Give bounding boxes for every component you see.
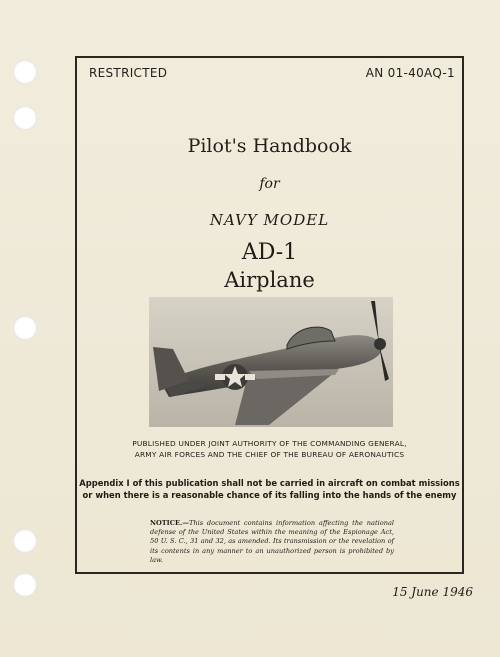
classification-label: RESTRICTED	[89, 66, 168, 80]
appendix-line: Appendix I of this publication shall not be carried in aircraft on combat missions	[79, 478, 460, 488]
publishing-authority	[75, 438, 464, 460]
document-number: AN 01-40AQ-1	[365, 66, 455, 80]
binder-hole	[13, 106, 37, 130]
navy-model-label: NAVY MODEL	[209, 211, 330, 229]
airplane-label: Airplane	[224, 268, 315, 292]
aircraft-photo	[149, 297, 393, 427]
authority-line: PUBLISHED UNDER JOINT AUTHORITY OF THE COMMANDING GENERAL,	[132, 439, 407, 448]
page-title: Pilot's Handbook	[187, 135, 352, 157]
appendix-warning	[75, 477, 464, 501]
notice-text: This document contains information affecting the national defense of the United States within the meaning of the Espionage Act, 50 U. S. C., 31 and 32, as amended. Its transmission or the revelation of its contents in any manner to an unauthorized person is prohibited by law.	[150, 519, 394, 564]
model-designation: AD-1	[241, 240, 298, 265]
publication-date: 15 June 1946	[392, 585, 473, 599]
for-text: for	[259, 176, 280, 192]
binder-hole	[13, 316, 37, 340]
notice-lead: NOTICE.—	[150, 519, 189, 527]
authority-line: ARMY AIR FORCES AND THE CHIEF OF THE BUREAU OF AERONAUTICS	[134, 450, 405, 459]
aircraft-illustration	[149, 297, 393, 427]
appendix-line: or when there is a reasonable chance of its falling into the hands of the enemy	[82, 490, 457, 500]
binder-hole	[13, 529, 37, 553]
binder-hole	[13, 573, 37, 597]
espionage-notice	[150, 519, 394, 565]
binder-hole	[13, 60, 37, 84]
